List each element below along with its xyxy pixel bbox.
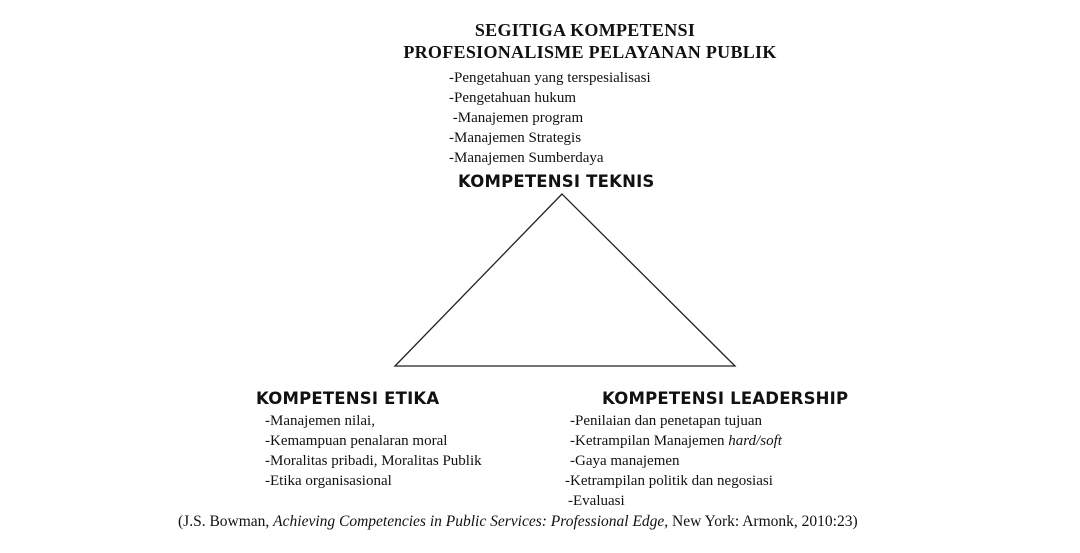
list-item <box>565 431 782 451</box>
heading-ethics-competency: KOMPETENSI ETIKA <box>256 389 440 408</box>
citation-prefix: (J.S. Bowman, <box>178 513 274 530</box>
list-item: -Manajemen Strategis <box>449 130 582 146</box>
citation-title: Achieving Competencies in Public Services: Professional Edge <box>273 513 665 530</box>
source-citation <box>178 513 858 531</box>
technical-competency-list <box>449 68 651 168</box>
diagram-title-line2: PROFESIONALISME PELAYANAN PUBLIK <box>403 42 777 62</box>
list-item: -Pengetahuan yang terspesialisasi <box>449 70 651 86</box>
list-item: -Ketrampilan politik dan negosiasi <box>565 473 773 489</box>
triangle-shape <box>395 194 735 366</box>
list-item: -Manajemen program <box>449 110 584 126</box>
ethics-competency-list <box>265 411 482 491</box>
list-item: -Evaluasi <box>568 493 625 509</box>
list-item: -Kemampuan penalaran moral <box>265 433 448 449</box>
list-item: -Moralitas pribadi, Moralitas Publik <box>265 453 482 469</box>
heading-leadership-competency: KOMPETENSI LEADERSHIP <box>602 389 849 408</box>
list-item: -Gaya manajemen <box>570 453 680 469</box>
competency-triangle <box>390 188 740 370</box>
list-item: -Manajemen Sumberdaya <box>449 150 604 166</box>
list-item: -Manajemen nilai, <box>265 413 375 429</box>
diagram-title-line1: SEGITIGA KOMPETENSI <box>474 20 696 40</box>
list-item-italic: hard/soft <box>728 433 782 449</box>
list-item-text: -Ketrampilan Manajemen <box>570 433 729 449</box>
list-item: -Etika organisasional <box>265 473 392 489</box>
heading-technical-competency: KOMPETENSI TEKNIS <box>458 172 655 191</box>
list-item: -Pengetahuan hukum <box>449 90 577 106</box>
citation-suffix: , New York: Armonk, 2010:23) <box>664 513 858 530</box>
list-item: -Penilaian dan penetapan tujuan <box>570 413 763 429</box>
leadership-competency-list <box>565 411 782 511</box>
